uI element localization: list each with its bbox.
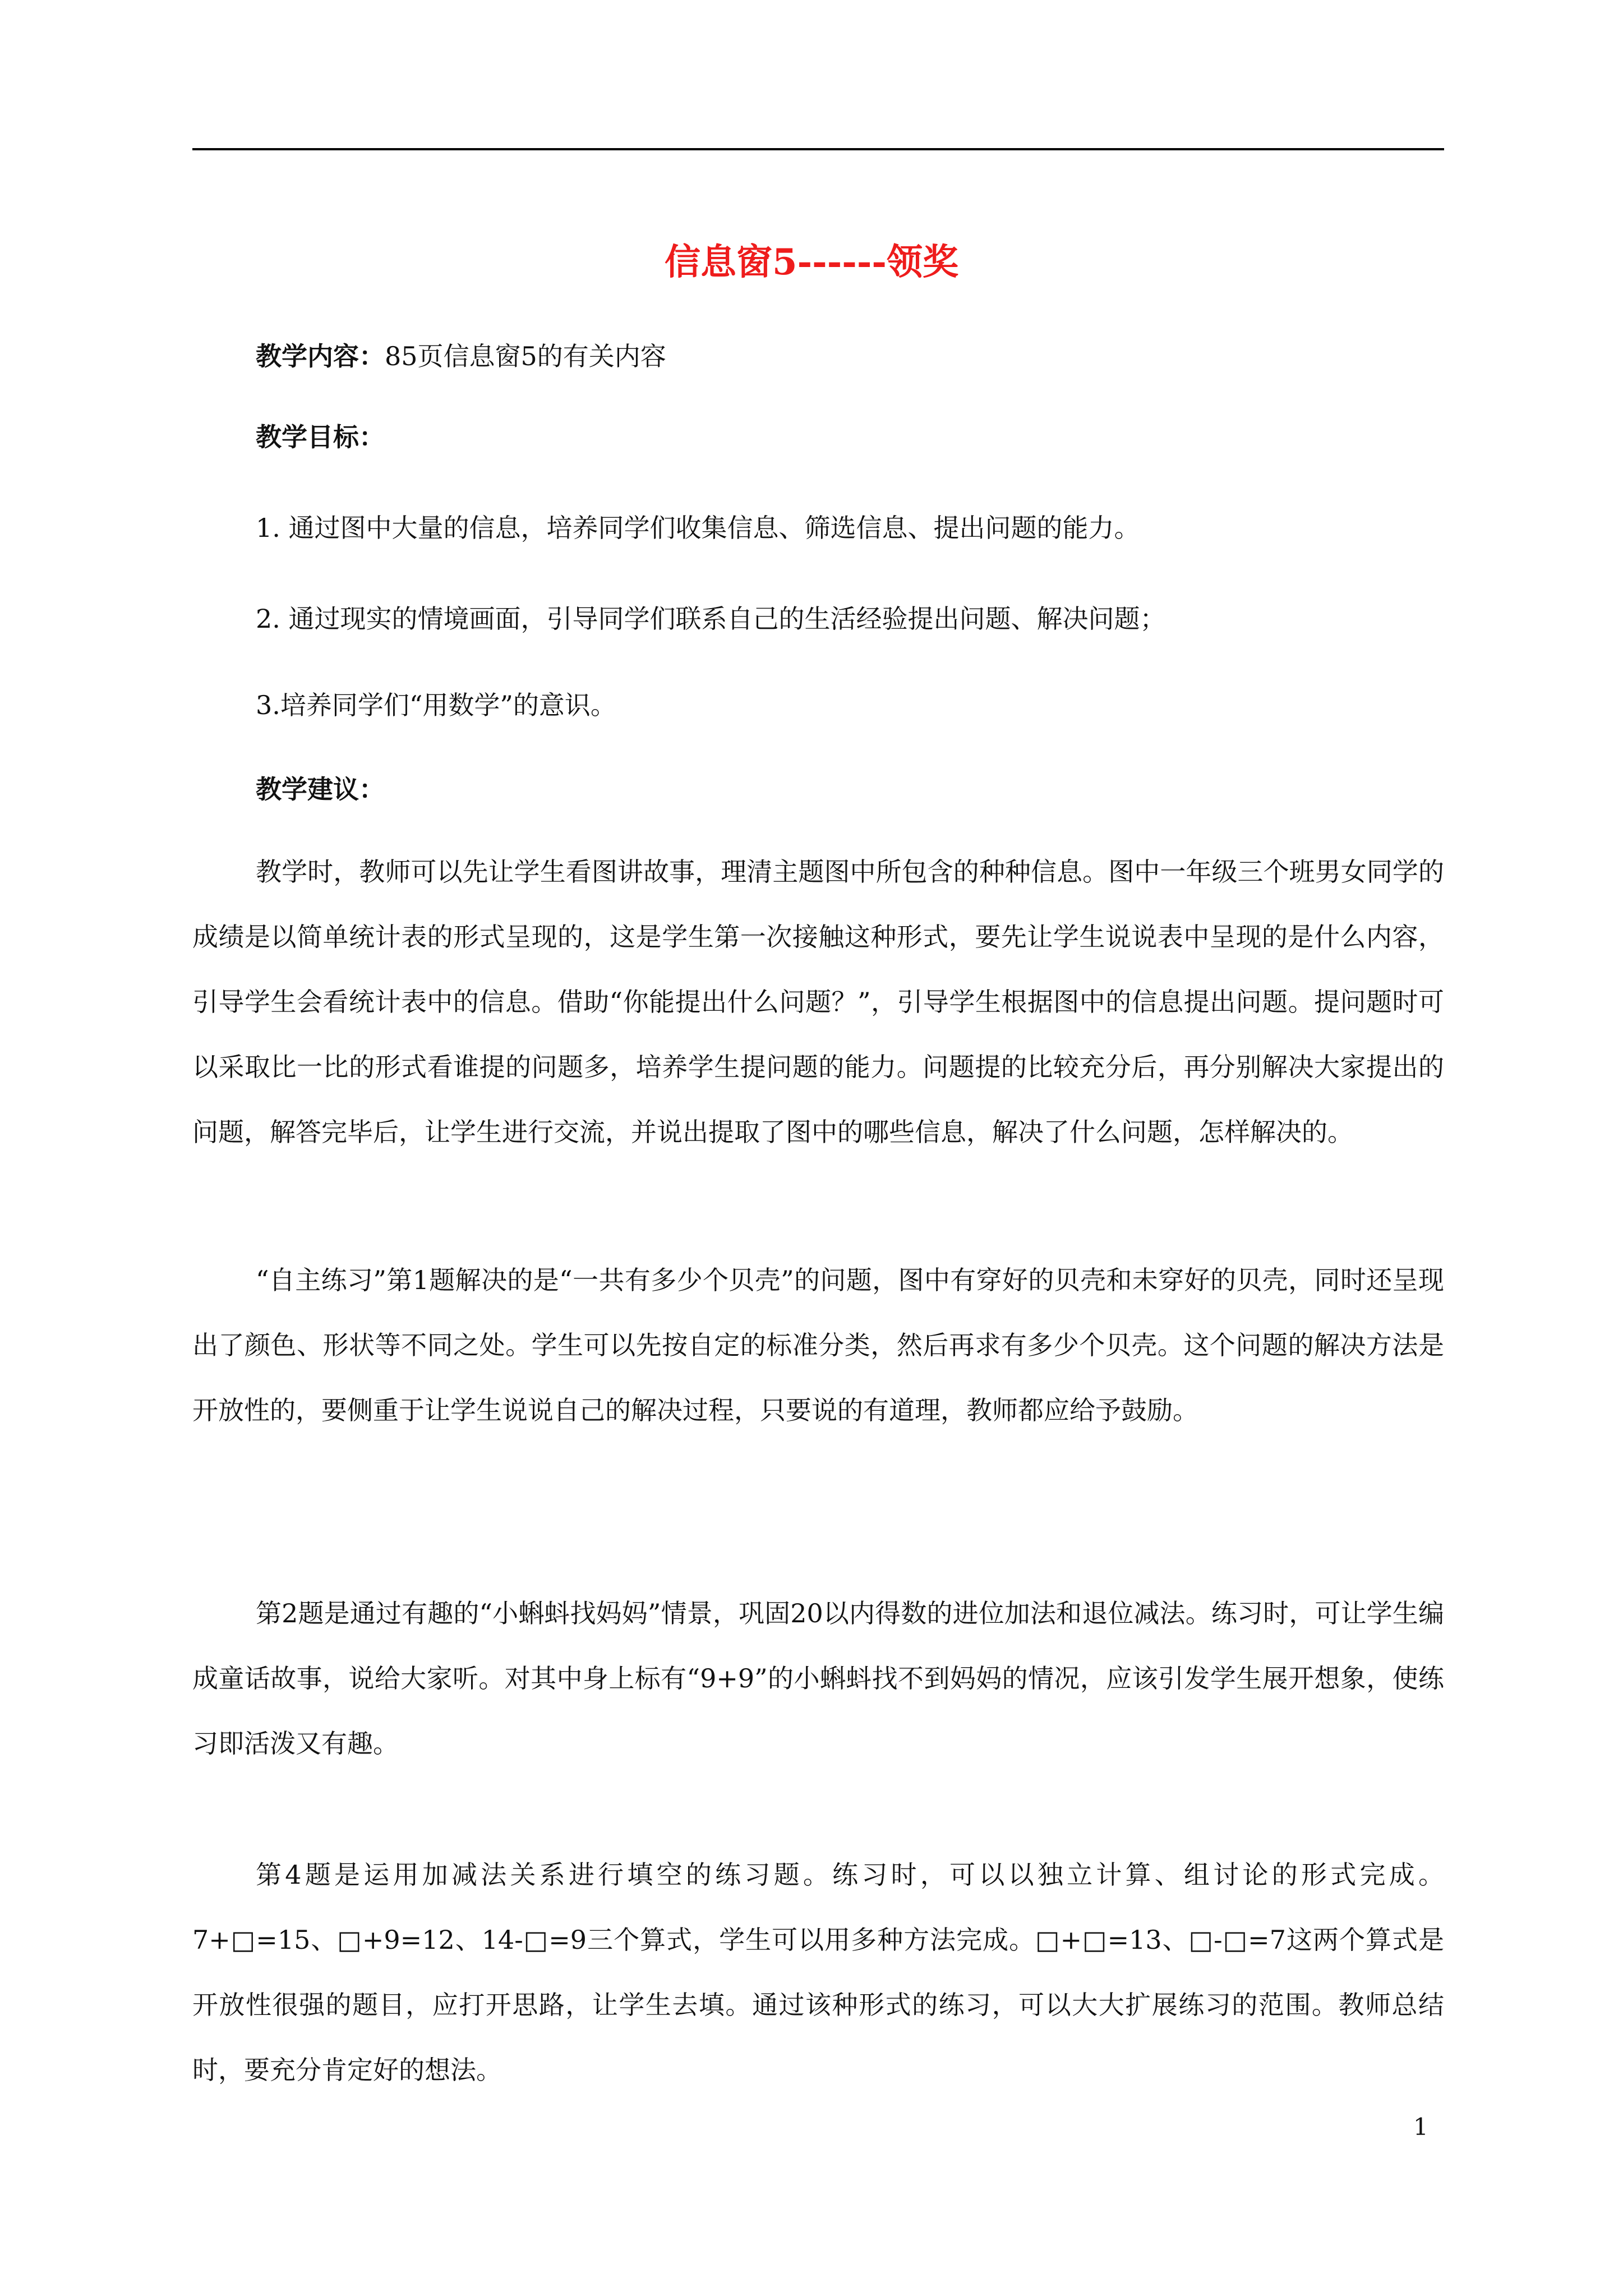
- teaching-content-label: 教学内容：: [256, 341, 385, 371]
- page-number: 1: [1413, 2113, 1428, 2141]
- teaching-suggestions-heading: [256, 770, 385, 809]
- teaching-content-line: [256, 337, 666, 376]
- teaching-goal-item-3: 3.培养同学们“用数学”的意识。: [256, 690, 616, 720]
- suggestion-paragraph-1: 教学时，教师可以先让学生看图讲故事，理清主题图中所包含的种种信息。图中一年级三个班男女同学的成绩是以简单统计表的形式呈现的，这是学生第一次接触这种形式，要先让学生说说表中呈现的是什么内容，引导学生会看统计表中的信息。借助“你能提出什么问题？”，引导学生根据图中的信息提出问题。提问题时可以采取比一比的形式看谁提的问题多，培养学生提问题的能力。问题提的比较充分后，再分别解决大家提出的问题，解答完毕后，让学生进行交流，并说出提取了图中的哪些信息，解决了什么问题，怎样解决的。: [192, 857, 1444, 1147]
- teaching-suggestions-label: 教学建议：: [256, 774, 385, 804]
- teaching-goals-label: 教学目标：: [256, 422, 385, 452]
- teaching-content-value: 85页信息窗5的有关内容: [385, 341, 666, 371]
- teaching-goals-heading: [256, 417, 385, 457]
- header-rule: [192, 148, 1444, 150]
- suggestion-paragraph-4: 第4题是运用加减法关系进行填空的练习题。练习时，可以以独立计算、组讨论的形式完成。7+□=15、□+9=12、14-□=9三个算式，学生可以用多种方法完成。□+□=13、□-□=7这两个算式是开放性很强的题目，应打开思路，让学生去填。通过该种形式的练习，可以大大扩展练习的范围。教师总结时，要充分肯定好的想法。: [192, 1860, 1444, 2085]
- teaching-goal-item-1: 1. 通过图中大量的信息，培养同学们收集信息、筛选信息、提出问题的能力。: [256, 513, 1140, 543]
- suggestion-paragraph-2: “自主练习”第1题解决的是“一共有多少个贝壳”的问题，图中有穿好的贝壳和未穿好的贝壳，同时还呈现出了颜色、形状等不同之处。学生可以先按自定的标准分类，然后再求有多少个贝壳。这个问题的解决方法是开放性的，要侧重于让学生说说自己的解决过程，只要说的有道理，教师都应给予鼓励。: [192, 1265, 1444, 1425]
- teaching-goal-item-2: 2. 通过现实的情境画面，引导同学们联系自己的生活经验提出问题、解决问题；: [256, 604, 1166, 634]
- page-title: 信息窗5------领奖: [665, 241, 958, 283]
- suggestion-paragraph-3: 第2题是通过有趣的“小蝌蚪找妈妈”情景，巩固20以内得数的进位加法和退位减法。练习时，可让学生编成童话故事，说给大家听。对其中身上标有“9+9”的小蝌蚪找不到妈妈的情况，应该引发学生展开想象，使练习即活泼又有趣。: [192, 1598, 1444, 1759]
